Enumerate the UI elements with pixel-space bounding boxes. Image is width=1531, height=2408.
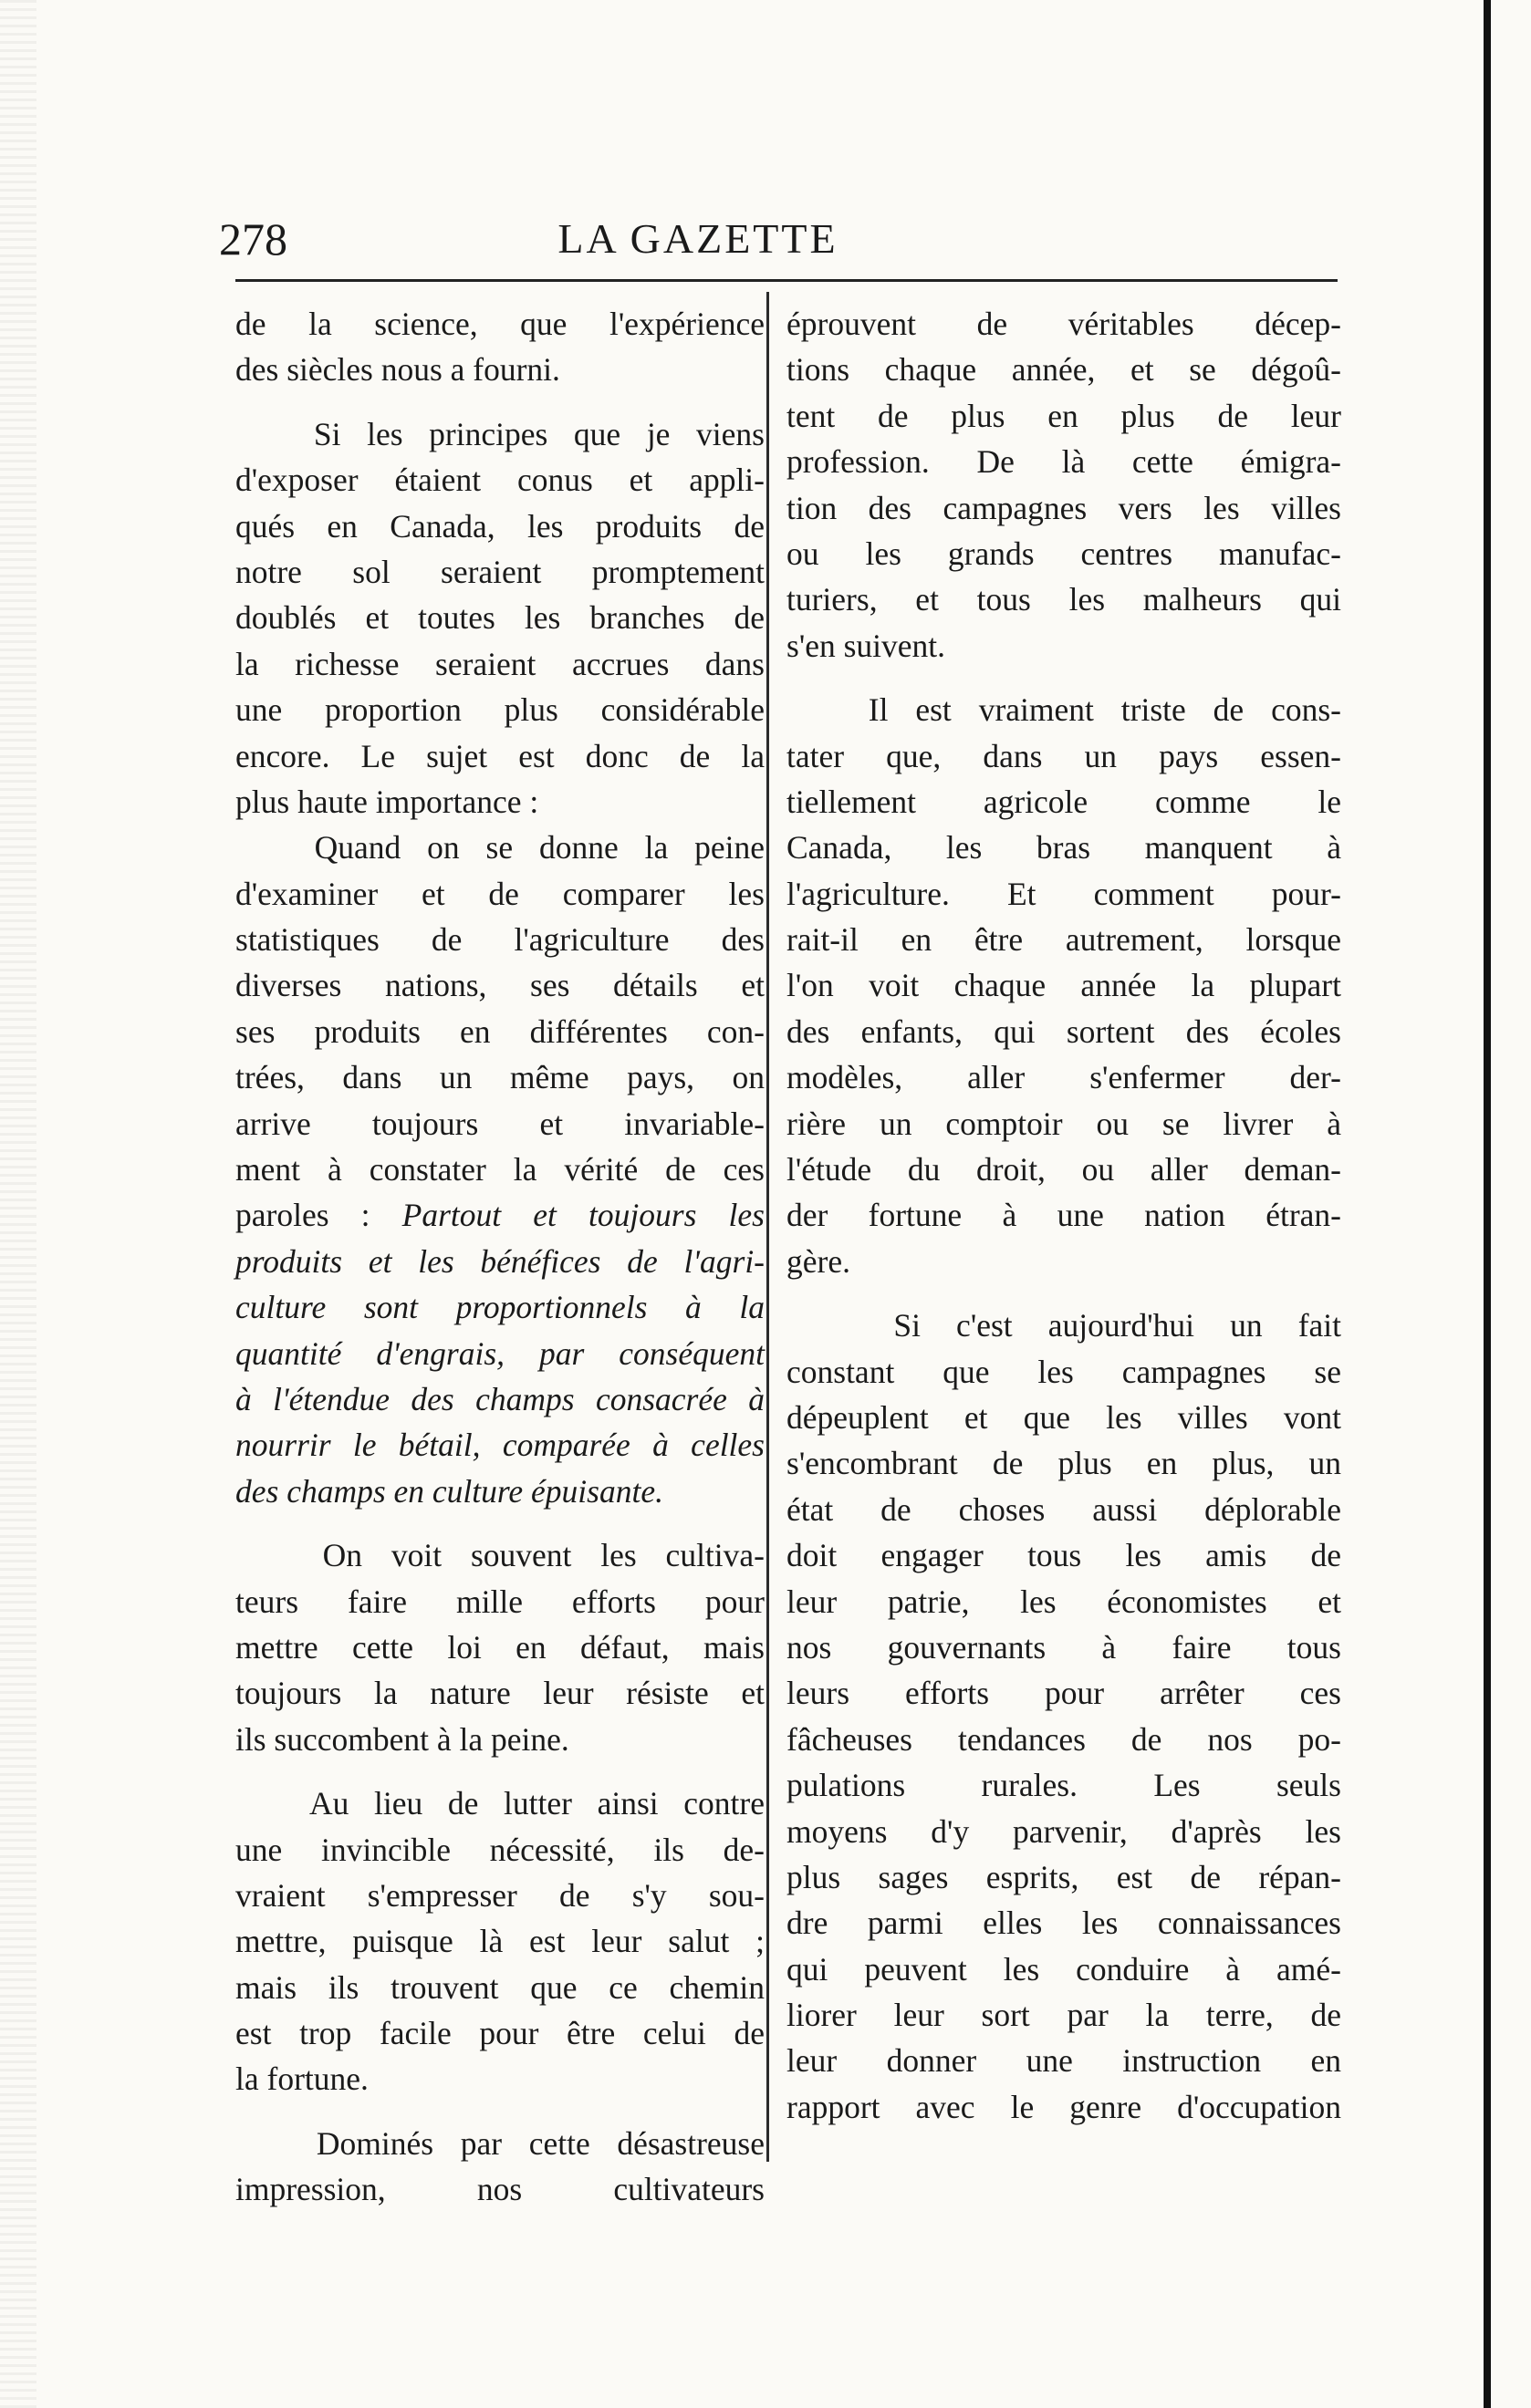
line-text: qués en Canada, les produits de: [235, 507, 765, 545]
text-line: [235, 2166, 765, 2212]
line-text: mettre, puisque là est leur salut ;: [235, 1923, 765, 1960]
text-line: [235, 687, 765, 732]
line-text: des enfants, qui sortent des écoles: [786, 1012, 1341, 1050]
line-text: liorer leur sort par la terre, de: [786, 1997, 1341, 2034]
line-text: rapport avec le genre d'occupation: [786, 2088, 1341, 2125]
text-line: [786, 1717, 1341, 1762]
text-line: [786, 1009, 1341, 1054]
text-line: [786, 1395, 1341, 1440]
line-text: statistiques de l'agriculture des: [235, 921, 765, 959]
text-line: [235, 1054, 765, 1100]
text-line: [235, 1717, 765, 1762]
line-text: leur patrie, les économistes et: [786, 1583, 1341, 1620]
text-line: [786, 1303, 1341, 1348]
line-text: tion des campagnes vers les villes: [786, 489, 1341, 526]
line-text: Au lieu de lutter ainsi contre: [235, 1785, 765, 1822]
text-line: [786, 393, 1341, 439]
line-text: leurs efforts pour arrêter ces: [786, 1675, 1341, 1712]
line-text: diverses nations, ses détails et: [235, 967, 765, 1004]
text-line: [786, 825, 1341, 870]
line-text: notre sol seraient promptement: [235, 553, 765, 590]
text-line: [235, 1331, 765, 1376]
text-line: [235, 962, 765, 1008]
text-line: [235, 1009, 765, 1054]
page-right-binding-edge: [1484, 0, 1491, 2408]
italic-text: quantité d'engrais, par conséquent: [235, 1334, 765, 1372]
text-line: [786, 917, 1341, 962]
text-line: [235, 1284, 765, 1330]
text-line: [786, 1670, 1341, 1716]
line-text: qui peuvent les conduire à amé-: [786, 1950, 1341, 1988]
text-line: [235, 1422, 765, 1468]
italic-text: Partout et toujours les: [401, 1197, 765, 1234]
line-text: rait-il en être autrement, lorsque: [786, 921, 1341, 959]
line-text: On voit souvent les cultiva-: [235, 1537, 765, 1574]
line-text: rière un comptoir ou se livrer à: [786, 1105, 1341, 1142]
line-text: une invincible nécessité, ils de-: [235, 1831, 765, 1868]
line-text: paroles :: [235, 1197, 402, 1234]
paragraph-gap: [235, 2102, 765, 2121]
text-line: [235, 733, 765, 779]
line-text: ils succombent à la peine.: [235, 1720, 569, 1758]
italic-text: des champs en culture épuisante.: [235, 1472, 663, 1510]
text-line: [235, 1624, 765, 1670]
text-line: [235, 1965, 765, 2010]
text-line: [786, 733, 1341, 779]
text-line: [786, 1946, 1341, 1992]
text-line: [786, 576, 1341, 622]
text-line: [786, 1579, 1341, 1624]
line-text: Canada, les bras manquent à: [786, 829, 1341, 867]
line-text: dre parmi elles les connaissances: [786, 1905, 1341, 1942]
paragraph-gap: [235, 1762, 765, 1780]
line-text: tent de plus en plus de leur: [786, 397, 1341, 434]
italic-text: produits et les bénéfices de l'agri-: [235, 1242, 765, 1280]
text-line: [786, 1992, 1341, 2038]
text-line: [235, 1376, 765, 1422]
line-text: teurs faire mille efforts pour: [235, 1583, 765, 1620]
line-text: Si c'est aujourd'hui un fait: [786, 1307, 1341, 1344]
line-text: toujours la nature leur résiste et: [235, 1675, 765, 1712]
text-line: [235, 595, 765, 640]
line-text: la richesse seraient accrues dans: [235, 645, 765, 682]
line-text: l'étude du droit, ou aller deman-: [786, 1151, 1341, 1188]
header-rule: [235, 279, 1338, 282]
line-text: modèles, aller s'enfermer der-: [786, 1059, 1341, 1096]
line-text: des siècles nous a fourni.: [235, 351, 560, 389]
text-line: [786, 1054, 1341, 1100]
text-line: [786, 439, 1341, 484]
left-column: [235, 301, 765, 2213]
line-text: doublés et toutes les branches de: [235, 599, 765, 637]
line-text: impression, nos cultivateurs: [235, 2171, 765, 2208]
text-line: [786, 1192, 1341, 1238]
text-line: [786, 1762, 1341, 1808]
text-line: [786, 347, 1341, 392]
line-text: Si les principes que je viens: [235, 415, 765, 452]
line-text: plus haute importance :: [235, 783, 539, 820]
page-header: [219, 212, 1339, 275]
text-line: [786, 871, 1341, 917]
line-text: ment à constater la vérité de ces: [235, 1151, 765, 1188]
line-text: d'exposer étaient conus et appli-: [235, 462, 765, 499]
running-title: LA GAZETTE: [557, 215, 838, 262]
text-line: [235, 1918, 765, 1964]
page-left-edge-scan-noise: [0, 0, 36, 2408]
line-text: nos gouvernants à faire tous: [786, 1628, 1341, 1666]
line-text: Il est vraiment triste de cons-: [786, 691, 1341, 729]
text-line: [786, 2084, 1341, 2130]
text-line: [235, 1873, 765, 1918]
line-text: plus sages esprits, est de répan-: [786, 1858, 1341, 1895]
text-line: [786, 1900, 1341, 1946]
line-text: ou les grands centres manufac-: [786, 535, 1341, 572]
line-text: d'examiner et de comparer les: [235, 875, 765, 912]
line-text: état de choses aussi déplorable: [786, 1490, 1341, 1528]
line-text: Quand on se donne la peine: [235, 829, 765, 867]
right-column: [786, 301, 1341, 2130]
line-text: l'agriculture. Et comment pour-: [786, 875, 1341, 912]
line-text: constant que les campagnes se: [786, 1353, 1341, 1390]
text-line: [235, 1147, 765, 1192]
line-text: est trop facile pour être celui de: [235, 2015, 765, 2052]
text-line: [235, 871, 765, 917]
line-text: arrive toujours et invariable-: [235, 1105, 765, 1142]
paragraph-gap: [786, 669, 1341, 687]
text-line: [786, 623, 1341, 669]
paragraph-gap: [235, 1514, 765, 1532]
italic-text: culture sont proportionnels à la: [235, 1289, 765, 1326]
text-line: [235, 1827, 765, 1873]
line-text: tater que, dans un pays essen-: [786, 737, 1341, 774]
text-line: [786, 1624, 1341, 1670]
line-text: doit engager tous les amis de: [786, 1537, 1341, 1574]
text-line: [786, 1487, 1341, 1532]
text-line: [235, 917, 765, 962]
italic-text: à l'étendue des champs consacrée à: [235, 1380, 765, 1417]
text-line: [235, 549, 765, 595]
text-line: [235, 1101, 765, 1147]
line-text: leur donner une instruction en: [786, 2042, 1341, 2080]
line-text: ses produits en différentes con-: [235, 1012, 765, 1050]
text-line: [786, 1854, 1341, 1900]
text-line: [235, 1780, 765, 1826]
column-divider: [766, 292, 769, 2162]
text-line: [786, 301, 1341, 347]
paragraph-gap: [786, 1284, 1341, 1303]
text-line: [235, 825, 765, 870]
text-line: [786, 485, 1341, 531]
text-line: [235, 457, 765, 503]
line-text: l'on voit chaque année la plupart: [786, 967, 1341, 1004]
line-text: mais ils trouvent que ce chemin: [235, 1968, 765, 2006]
line-text: turiers, et tous les malheurs qui: [786, 581, 1341, 618]
line-text: trées, dans un même pays, on: [235, 1059, 765, 1096]
line-text: la fortune.: [235, 2060, 369, 2098]
text-line: [235, 1192, 765, 1238]
line-text: une proportion plus considérable: [235, 691, 765, 729]
line-text: profession. De là cette émigra-: [786, 443, 1341, 481]
line-text: vraient s'empresser de s'y sou-: [235, 1876, 765, 1914]
text-line: [786, 1532, 1341, 1578]
line-text: moyens d'y parvenir, d'après les: [786, 1812, 1341, 1850]
line-text: éprouvent de véritables décep-: [786, 306, 1341, 342]
text-line: [786, 962, 1341, 1008]
line-text: Dominés par cette désastreuse: [235, 2124, 765, 2162]
text-line: [235, 1532, 765, 1578]
line-text: s'encombrant de plus en plus, un: [786, 1445, 1341, 1482]
text-line: [786, 779, 1341, 825]
italic-text: nourrir le bétail, comparée à celles: [235, 1427, 765, 1464]
page-number: 278: [219, 213, 287, 265]
text-line: [235, 1239, 765, 1284]
paragraph-gap: [235, 393, 765, 411]
line-text: tions chaque année, et se dégoû-: [786, 351, 1341, 389]
text-line: [786, 687, 1341, 732]
text-line: [235, 2056, 765, 2102]
text-line: [235, 641, 765, 687]
line-text: der fortune à une nation étran-: [786, 1197, 1341, 1234]
line-text: gère.: [786, 1242, 850, 1280]
text-line: [786, 1809, 1341, 1854]
text-line: [235, 503, 765, 549]
text-line: [786, 531, 1341, 576]
text-line: [235, 1579, 765, 1624]
line-text: de la science, que l'expérience: [235, 306, 765, 342]
line-text: mettre cette loi en défaut, mais: [235, 1628, 765, 1666]
text-line: [235, 411, 765, 457]
line-text: s'en suivent.: [786, 627, 946, 664]
line-text: dépeuplent et que les villes vont: [786, 1398, 1341, 1436]
text-line: [235, 2010, 765, 2056]
line-text: encore. Le sujet est donc de la: [235, 737, 765, 774]
text-line: [235, 2121, 765, 2166]
text-line: [235, 1670, 765, 1716]
text-line: [786, 1239, 1341, 1284]
text-line: [235, 347, 765, 392]
line-text: pulations rurales. Les seuls: [786, 1767, 1341, 1804]
text-line: [235, 1469, 765, 1514]
line-text: tiellement agricole comme le: [786, 783, 1341, 820]
text-line: [786, 1349, 1341, 1395]
text-line: [235, 779, 765, 825]
text-line: [786, 1440, 1341, 1486]
text-line: [786, 1147, 1341, 1192]
text-line: [786, 1101, 1341, 1147]
line-text: fâcheuses tendances de nos po-: [786, 1720, 1341, 1758]
text-line: [786, 2038, 1341, 2083]
text-line: [235, 301, 765, 347]
